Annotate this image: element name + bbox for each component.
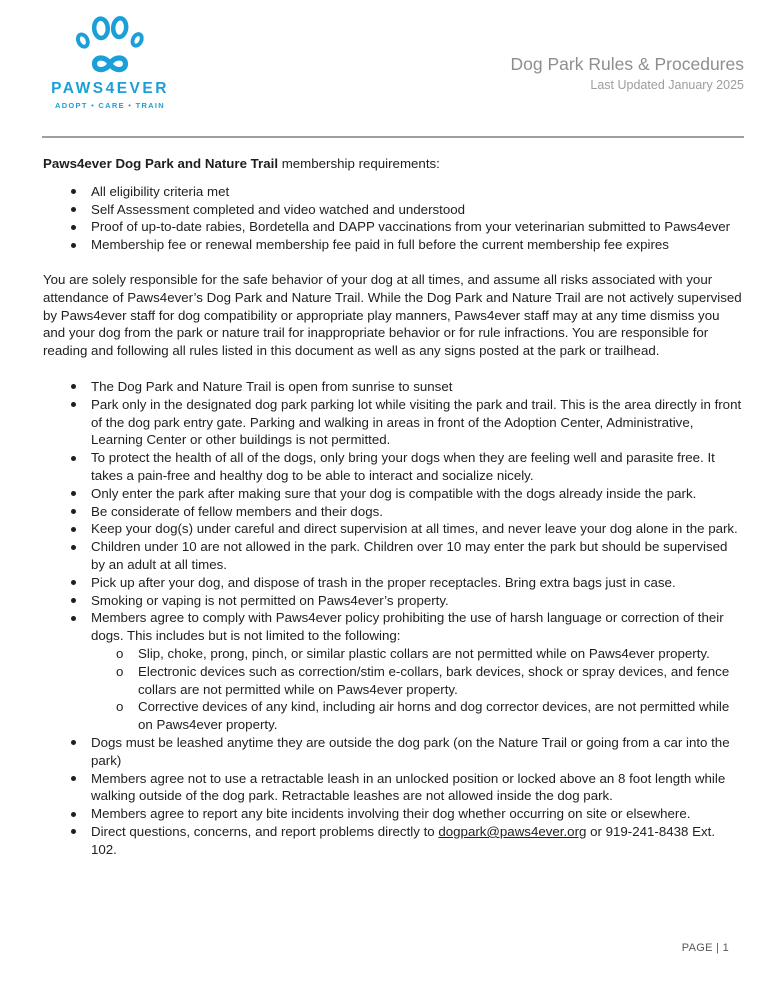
logo-wordmark: PAWS4EVER xyxy=(51,80,169,97)
rule-subitem: o Corrective devices of any kind, including air horns and dog corrector devices, are not permitted while on Paws4ever property. xyxy=(91,698,744,734)
email-link[interactable]: dogpark@paws4ever.org xyxy=(438,823,587,839)
document-title: Dog Park Rules & Procedures xyxy=(510,54,744,74)
rule-item: Pick up after your dog, and dispose of trash in the proper receptacles. Bring extra bags just in case. xyxy=(43,574,744,592)
requirement-item: All eligibility criteria met xyxy=(43,183,744,201)
rule-item: Smoking or vaping is not permitted on Paws4ever’s property. xyxy=(43,592,744,610)
document-body xyxy=(0,138,773,858)
rule-item: Keep your dog(s) under careful and direct supervision at all times, and never leave your dog alone in the park. xyxy=(43,520,744,538)
document-subtitle: Last Updated January 2025 xyxy=(590,77,744,92)
requirements-list xyxy=(43,183,744,254)
intro-rest: membership requirements: xyxy=(278,156,440,171)
rule-item: Only enter the park after making sure that your dog is compatible with the dogs already inside the park. xyxy=(43,485,744,503)
rule-item: Dogs must be leashed anytime they are outside the dog park (on the Nature Trail or going from a car into the park) xyxy=(43,734,744,770)
rule-item: To protect the health of all of the dogs, only bring your dogs when they are feeling well and parasite free. It takes a pain-free and healthy dog to be able to interact and socialize nicely. xyxy=(43,449,744,485)
rule-item: Members agree not to use a retractable leash in an unlocked position or locked above an 8 foot length while walking outside of the dog park. Retractable leashes are not allowed inside the dog park. xyxy=(43,770,744,806)
rule-subitem: o Slip, choke, prong, pinch, or similar plastic collars are not permitted while on Paws4ever property. xyxy=(91,645,744,663)
page-number: PAGE | 1 xyxy=(681,942,729,954)
logo-tagline: ADOPT • CARE • TRAIN xyxy=(54,101,165,110)
rule-item: Members agree to comply with Paws4ever policy prohibiting the use of harsh language or correction of their dogs. This includes but is not limited to the following: o Slip, choke, prong, pinch, or similar plastic collars are not permitted while on Paws4ever property. o Electronic devices such as correction/stim e-collars, bark devices, shock or spray devices, and fence collars are not permitted while on Paws4ever property. o Corrective devices of any kind, including air horns and dog corrector devices, are not permitted while on Paws4ever property. xyxy=(43,609,744,734)
intro-bold: Paws4ever Dog Park and Nature Trail xyxy=(43,156,279,171)
liability-paragraph: You are solely responsible for the safe behavior of your dog at all times, and assume all risks associated with your attendance of Paws4ever’s Dog Park and Nature Trail. While the Dog Park and Nature Trail are not actively supervised by Paws4ever staff for dog compatibility or appropriate play manners, Paws4ever staff may at any time dismiss you and your dog from the park or nature trail for inappropriate behavior or for rule infractions. You are responsible for reading and following all rules listed in this document as well as any signs posted at the park or trailhead. xyxy=(43,271,742,359)
page-footer xyxy=(682,942,729,954)
paws4ever-logo xyxy=(45,16,175,110)
rule-item: Be considerate of fellow members and their dogs. xyxy=(43,503,744,521)
requirement-item: Proof of up-to-date rabies, Bordetella and DAPP vaccinations from your veterinarian submitted to Paws4ever xyxy=(43,218,744,236)
requirement-item: Membership fee or renewal membership fee paid in full before the current membership fee expires xyxy=(43,236,744,254)
rule-item: The Dog Park and Nature Trail is open from sunrise to sunset xyxy=(43,378,744,396)
requirement-item: Self Assessment completed and video watched and understood xyxy=(43,201,744,219)
rule-item: Members agree to report any bite incidents involving their dog whether occurring on site or elsewhere. xyxy=(43,805,744,823)
rules-list xyxy=(43,378,744,859)
rule-sublist xyxy=(91,645,744,734)
rule-item: Park only in the designated dog park parking lot while visiting the park and trail. This is the area directly in front of the dog park entry gate. Parking and walking in areas in front of the Adoption Center, Administrative, Learning Center or other buildings is not permitted. xyxy=(43,396,744,449)
document-header xyxy=(0,0,773,110)
paw-infinity-icon xyxy=(66,16,154,78)
intro-line xyxy=(43,155,744,173)
header-titles xyxy=(511,54,744,92)
rule-item: Children under 10 are not allowed in the park. Children over 10 may enter the park but should be supervised by an adult at all times. xyxy=(43,538,744,574)
rule-subitem: o Electronic devices such as correction/stim e-collars, bark devices, shock or spray devices, and fence collars are not permitted while on Paws4ever property. xyxy=(91,663,744,699)
rule-item: Direct questions, concerns, and report problems directly to dogpark@paws4ever.org or 919-241-8438 Ext. 102. xyxy=(43,823,744,859)
